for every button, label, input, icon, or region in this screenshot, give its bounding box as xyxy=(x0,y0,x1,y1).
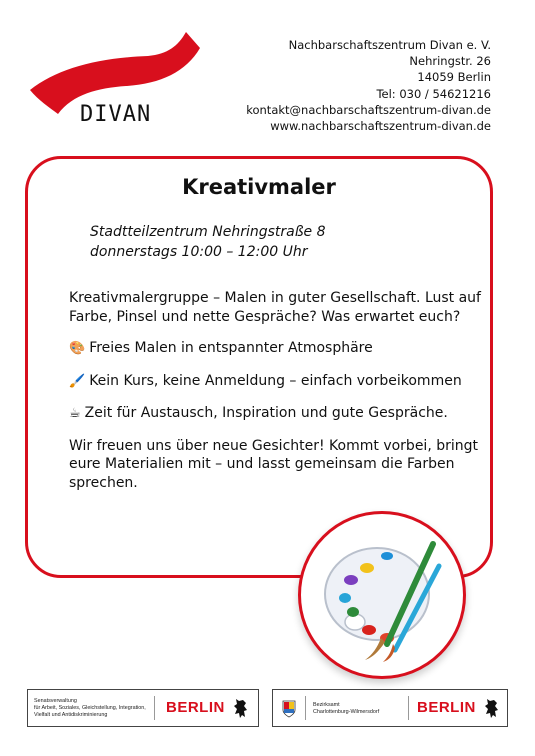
sponsor-district xyxy=(272,689,508,727)
bullet-text: Kein Kurs, keine Anmeldung – einfach vorbeikommen xyxy=(89,372,462,389)
event-title: Kreativmaler xyxy=(182,175,336,199)
divider xyxy=(408,696,409,720)
district-crest-icon xyxy=(282,700,296,718)
street: Nehringstr. 26 xyxy=(409,54,491,69)
bullet-item xyxy=(69,404,481,424)
sponsor-line: für Arbeit, Soziales, Gleichstellung, Integration, xyxy=(34,705,146,711)
city: 14059 Berlin xyxy=(417,70,491,85)
sponsor-line: Senatsverwaltung xyxy=(34,698,77,704)
berlin-bear-icon xyxy=(483,697,501,719)
website-link[interactable]: www.nachbarschaftszentrum-divan.de xyxy=(270,119,491,134)
intro-text: Kreativmalergruppe – Malen in guter Gesellschaft. Lust auf Farbe, Pinsel und nette Gespräche? Was erwartet euch? xyxy=(69,290,481,325)
contact-block xyxy=(246,37,491,134)
divider xyxy=(305,696,306,720)
divider xyxy=(154,696,155,720)
sponsor-senate-text xyxy=(34,698,146,719)
berlin-bear-icon xyxy=(232,697,250,719)
event-location: Stadtteilzentrum Nehringstraße 8 xyxy=(90,224,326,240)
bullet-text: Freies Malen in entspannter Atmosphäre xyxy=(89,340,373,356)
berlin-label: BERLIN xyxy=(166,699,225,716)
sponsor-line: Vielfalt und Antidiskriminierung xyxy=(34,712,108,718)
logo-text: DIVAN xyxy=(80,102,152,127)
bullet-item xyxy=(69,339,481,359)
org-name: Nachbarschaftszentrum Divan e. V. xyxy=(288,38,491,52)
sponsor-line: Bezirksamt xyxy=(313,702,340,708)
sponsor-district-text xyxy=(313,702,379,716)
event-description xyxy=(69,289,481,505)
event-card xyxy=(25,156,493,578)
bullet-text: Zeit für Austausch, Inspiration und gute Gespräche. xyxy=(84,405,448,421)
closing-text: Wir freuen uns über neue Gesichter! Kommt vorbei, bringt eure Materialien mit – und lasst gemeinsam die Farben sprechen. xyxy=(69,437,479,491)
event-time: donnerstags 10:00 – 12:00 Uhr xyxy=(90,244,308,260)
berlin-label: BERLIN xyxy=(417,699,476,716)
coffee-icon: ☕ xyxy=(69,406,81,421)
sponsor-senate xyxy=(27,689,259,727)
event-meta xyxy=(90,222,326,262)
palette-illustration xyxy=(298,511,466,679)
paintbrush-icon: 🖌️ xyxy=(69,373,86,389)
phone: Tel: 030 / 54621216 xyxy=(376,86,491,101)
paint-palette-icon xyxy=(315,526,449,666)
sponsor-line: Charlottenburg-Wilmersdorf xyxy=(313,709,380,715)
palette-icon: 🎨 xyxy=(69,341,86,356)
bullet-item xyxy=(69,372,481,392)
email-link[interactable]: kontakt@nachbarschaftszentrum-divan.de xyxy=(246,102,491,117)
